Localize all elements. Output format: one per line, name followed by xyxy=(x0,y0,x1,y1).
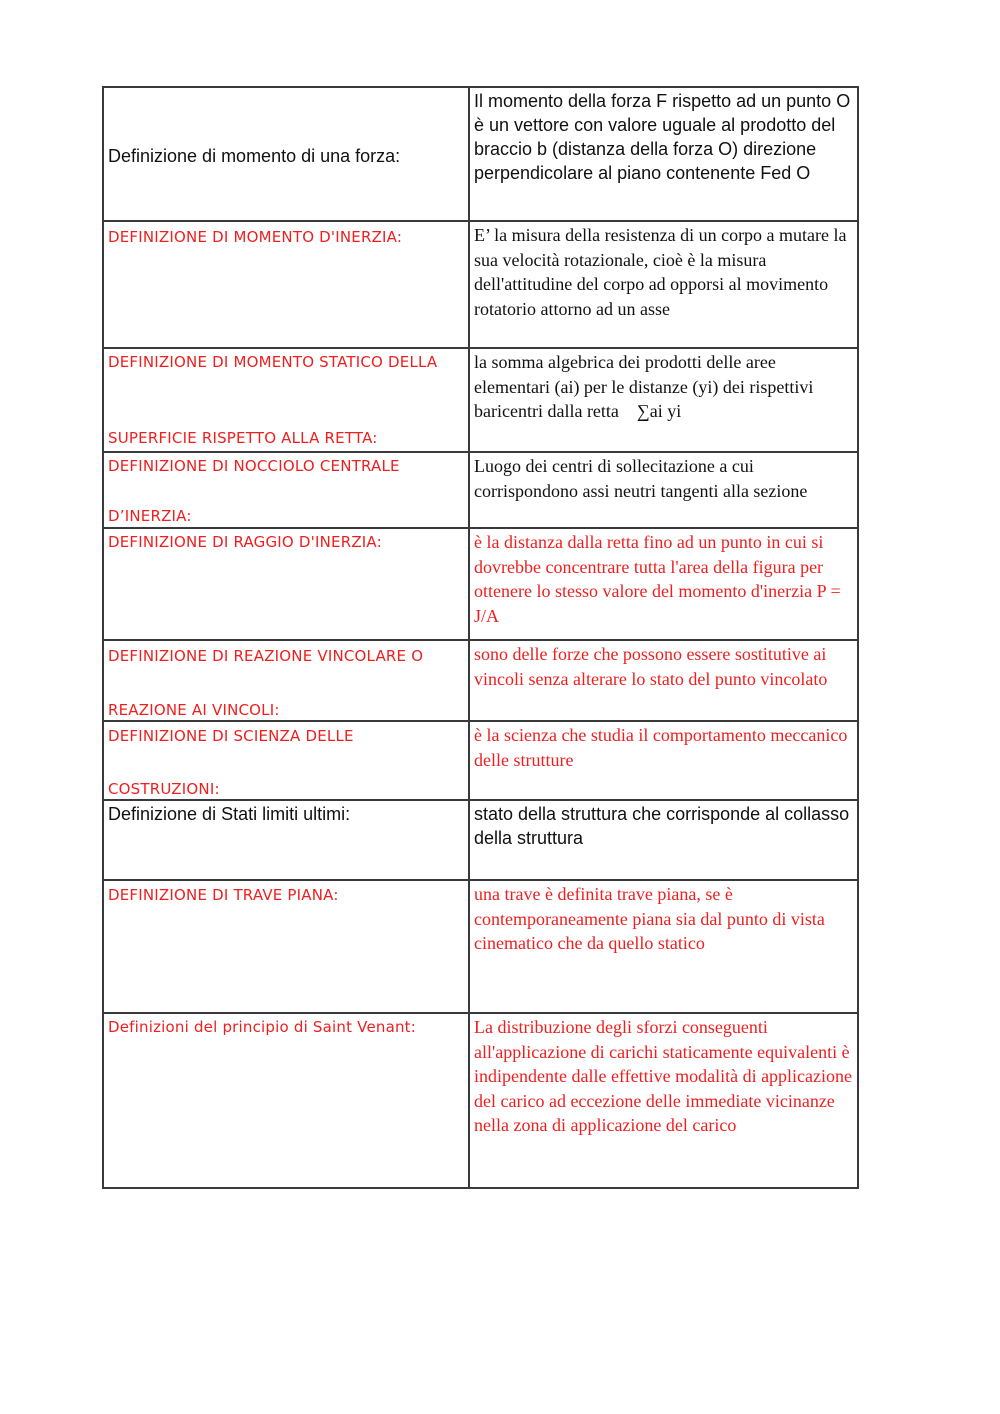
table-row xyxy=(103,221,858,348)
term-text-line1: DEFINIZIONE DI REAZIONE VINCOLARE O xyxy=(108,647,424,665)
definition-cell xyxy=(469,800,858,880)
term-cell xyxy=(103,721,469,800)
term-cell xyxy=(103,1013,469,1188)
term-text: DEFINIZIONE DI RAGGIO D'INERZIA: xyxy=(108,533,382,551)
term-text: Definizioni del principio di Saint Venant: xyxy=(108,1018,417,1036)
definition-text: è la distanza dalla retta fino ad un punto in cui si dovrebbe concentrare tutta l'area della figura per ottenere lo stesso valore del momento d'inerzia P = J/A xyxy=(474,532,841,626)
definition-cell xyxy=(469,87,858,221)
term-cell xyxy=(103,452,469,528)
definition-cell xyxy=(469,528,858,640)
table-row xyxy=(103,528,858,640)
table-row xyxy=(103,721,858,800)
definition-text: stato della struttura che corrisponde al collasso della struttura xyxy=(474,804,850,848)
definition-cell xyxy=(469,221,858,348)
term-cell xyxy=(103,348,469,452)
table-row xyxy=(103,880,858,1013)
term-cell xyxy=(103,87,469,221)
definition-cell xyxy=(469,1013,858,1188)
term-text-line1: DEFINIZIONE DI SCIENZA DELLE xyxy=(108,727,354,745)
definitions-table xyxy=(102,86,859,1189)
definition-text: è la scienza che studia il comportamento meccanico delle strutture xyxy=(474,725,848,770)
term-cell xyxy=(103,528,469,640)
term-text-line2: D’INERZIA: xyxy=(108,507,192,525)
term-text: DEFINIZIONE DI TRAVE PIANA: xyxy=(108,886,339,904)
definition-cell xyxy=(469,452,858,528)
definition-cell xyxy=(469,640,858,721)
table-row xyxy=(103,87,858,221)
table-row xyxy=(103,1013,858,1188)
table-row xyxy=(103,800,858,880)
term-text-line2: COSTRUZIONI: xyxy=(108,780,220,798)
term-cell xyxy=(103,800,469,880)
definition-cell xyxy=(469,721,858,800)
definition-cell xyxy=(469,880,858,1013)
definition-cell xyxy=(469,348,858,452)
term-text: DEFINIZIONE DI MOMENTO D'INERZIA: xyxy=(108,228,403,246)
table-row xyxy=(103,452,858,528)
definition-text: una trave è definita trave piana, se è contemporaneamente piana sia dal punto di vista cinematico che da quello statico xyxy=(474,884,825,953)
term-cell xyxy=(103,221,469,348)
definition-text: sono delle forze che possono essere sostitutive ai vincoli senza alterare lo stato del punto vincolato xyxy=(474,644,828,689)
term-cell xyxy=(103,640,469,721)
definition-text: La distribuzione degli sforzi conseguenti all'applicazione di carichi staticamente equivalenti è indipendente dalle effettive modalità di applicazione del carico ad eccezione delle immediate vicinanze nella zona di applicazione del carico xyxy=(474,1017,853,1135)
term-text-line2: SUPERFICIE RISPETTO ALLA RETTA: xyxy=(108,429,378,447)
table-row xyxy=(103,640,858,721)
term-text-line2: REAZIONE AI VINCOLI: xyxy=(108,701,280,719)
definition-text: Luogo dei centri di sollecitazione a cui corrispondono assi neutri tangenti alla sezione xyxy=(474,456,808,501)
table-row xyxy=(103,348,858,452)
term-cell xyxy=(103,880,469,1013)
term-text: Definizione di momento di una forza: xyxy=(108,146,401,166)
definition-text: la somma algebrica dei prodotti delle aree elementari (ai) per le distanze (yi) dei rispettivi baricentri dalla retta ∑ai yi xyxy=(474,352,818,421)
term-text-line1: DEFINIZIONE DI MOMENTO STATICO DELLA xyxy=(108,353,438,371)
term-text: Definizione di Stati limiti ultimi: xyxy=(108,804,351,824)
definition-text: Il momento della forza F rispetto ad un punto O è un vettore con valore uguale al prodotto del braccio b (distanza della forza O) direzione perpendicolare al piano contenente Fed O xyxy=(474,91,851,183)
term-text-line1: DEFINIZIONE DI NOCCIOLO CENTRALE xyxy=(108,457,400,475)
definition-text: E’ la misura della resistenza di un corpo a mutare la sua velocità rotazionale, cioè è la misura dell'attitudine del corpo ad opporsi al movimento rotatorio attorno ad un asse xyxy=(474,225,847,319)
